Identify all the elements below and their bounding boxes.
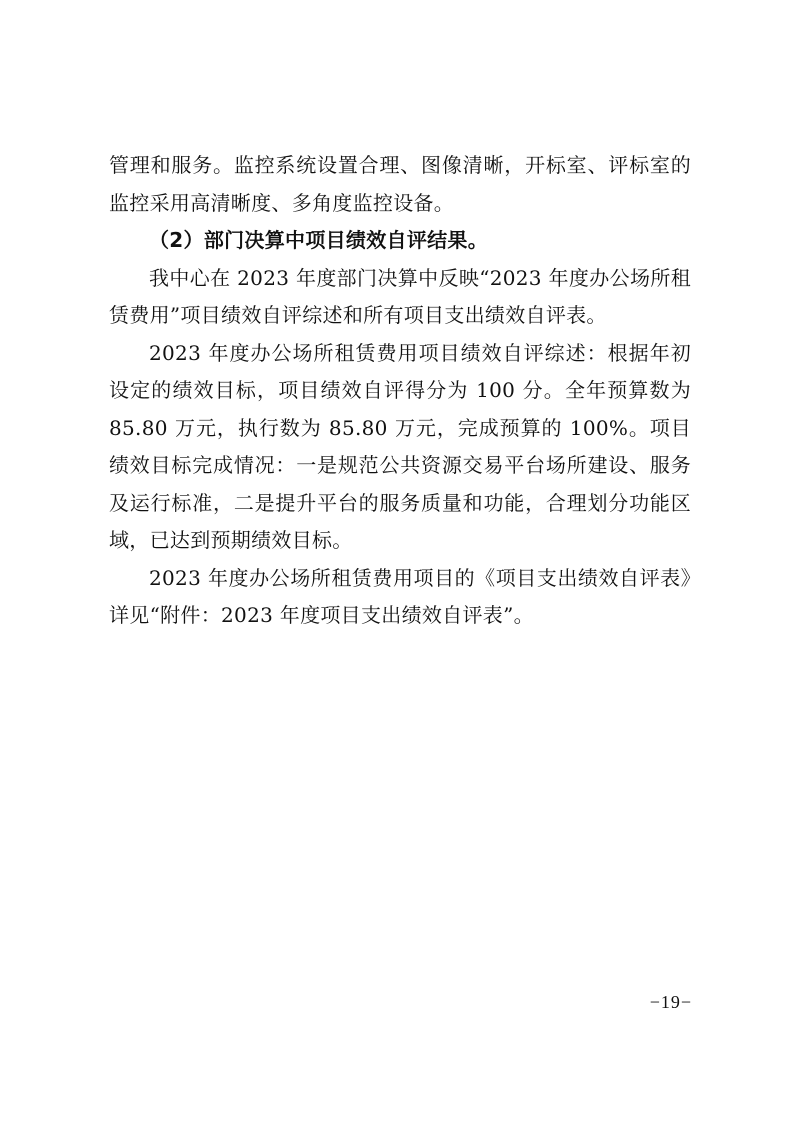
paragraph-final-accounts: 我中心在 2023 年度部门决算中反映“2023 年度办公场所租赁费用”项目绩效自评综述和所有项目支出绩效自评表。 [109,265,691,327]
paragraph-self-evaluation-summary: 2023 年度办公场所租赁费用项目绩效自评综述：根据年初设定的绩效目标，项目绩效自评得分为 100 分。全年预算数为 85.80 万元，执行数为 85.80 万元，完成预算的 100%。项目绩效目标完成情况：一是规范公共资源交易平台场所建设、服务及运行标准，二是提升平台的服务质量和功能，合理划分功能区域，已达到预期绩效目标。 [109,340,691,552]
document-body [109,147,691,635]
section-heading-performance-results: （2）部门决算中项目绩效自评结果。 [149,228,489,252]
paragraph-monitoring: 管理和服务。监控系统设置合理、图像清晰，开标室、评标室的监控采用高清晰度、多角度监控设备。 [109,153,691,215]
page-number: −19− [649,992,692,1012]
paragraph-attachment-reference: 2023 年度办公场所租赁费用项目的《项目支出绩效自评表》详见“附件：2023 年度项目支出绩效自评表”。 [109,565,691,627]
